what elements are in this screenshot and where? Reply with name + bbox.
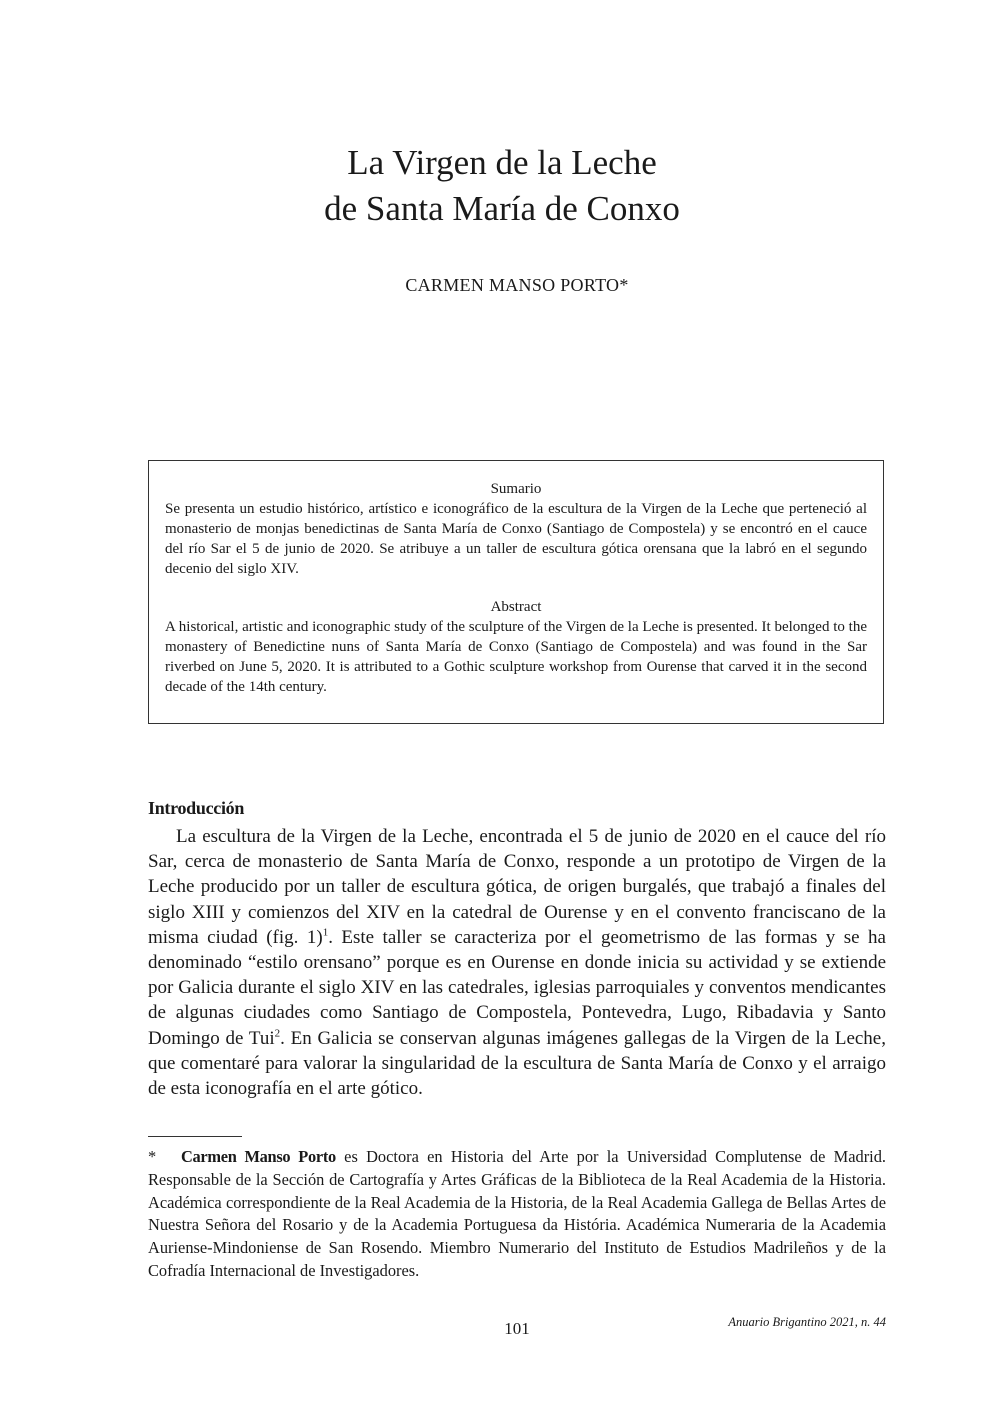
article-title-line-2: de Santa María de Conxo xyxy=(324,189,680,228)
summary-box xyxy=(148,460,884,724)
journal-running-footer: Anuario Brigantino 2021, n. 44 xyxy=(728,1315,886,1329)
intro-text-part-2: . Este taller se caracteriza por el geometrismo de las formas y se ha denominado “estilo orensano” porque es en Ourense en donde inicia su actividad y se extiende por Galicia durante el siglo XIV en las catedrales, iglesias parroquiales y conventos mendicantes de algunas ciudades como Santiago de Compostela, Pontevedra, Lugo, Ribadavia y Santo Domingo de Tui xyxy=(148,926,886,1049)
introduction-paragraph xyxy=(148,824,886,1101)
footnote-divider xyxy=(148,1136,242,1137)
footnote-ref-1[interactable]: 1 xyxy=(322,926,329,939)
author-footnote xyxy=(148,1146,886,1283)
box-spacer xyxy=(165,579,867,597)
footnote-author-name: Carmen Manso Porto xyxy=(180,1147,336,1166)
abstract-heading: Abstract xyxy=(490,599,542,615)
author-name: CARMEN MANSO PORTO* xyxy=(405,275,629,295)
footnote-ref-2[interactable]: 2 xyxy=(274,1027,281,1040)
sumario-heading: Sumario xyxy=(490,481,542,497)
abstract-text: A historical, artistic and iconographic study of the sculpture of the Virgen de la Leche is presented. It belonged to the monastery of Benedictine nuns of Santa María de Conxo (Santiago de Compostela) and was found in the Sar riverbed on June 5, 2020. It is attributed to a Gothic sculpture workshop from Ourense that carved it in the second decade of the 14th century. xyxy=(165,619,867,695)
intro-text-part-1: La escultura de la Virgen de la Leche, encontrada el 5 de junio de 2020 en el cauce del río Sar, cerca de monasterio de Santa María de Conxo, responde a un prototipo de Virgen de la Leche producido por un taller de escultura gótica, de origen burgalés, que trabajó a finales del siglo XIII y comienzos del XIV en la catedral de Ourense y en el convento franciscano de la misma ciudad (fig. 1) xyxy=(148,826,886,948)
footnote-marker: * xyxy=(148,1147,157,1166)
introduction-heading: Introducción xyxy=(148,798,245,818)
page-number: 101 xyxy=(504,1319,530,1338)
article-title-line-1: La Virgen de la Leche xyxy=(347,143,657,182)
intro-text-part-3: . En Galicia se conservan algunas imágenes gallegas de la Virgen de la Leche, que comentaré para valorar la singularidad de la escultura de Santa María de Conxo y el arraigo de esta iconografía en el arte gótico. xyxy=(148,1027,886,1100)
sumario-text: Se presenta un estudio histórico, artístico e iconográfico de la escultura de la Virgen de la Leche que perteneció al monasterio de monjas benedictinas de Santa María de Conxo (Santiago de Compostela) y se encontró en el cauce del río Sar el 5 de junio de 2020. Se atribuye a un taller de escultura gótica orensana que la labró en el segundo decenio del siglo XIV. xyxy=(165,501,867,577)
footnote-text: es Doctora en Historia del Arte por la Universidad Complutense de Madrid. Responsable de la Sección de Cartografía y Artes Gráficas de la Biblioteca de la Real Academia de la Historia. Académica correspondiente de la Real Academia de la Historia, de la Real Academia Gallega de Bellas Artes de Nuestra Señora del Rosario y de la Academia Portuguesa da História. Académica Numeraria de la Academia Auriense-Mindoniense de San Rosendo. Miembro Numerario del Instituto de Estudios Madrileños y de la Cofradía Internacional de Investigadores. xyxy=(148,1147,887,1280)
